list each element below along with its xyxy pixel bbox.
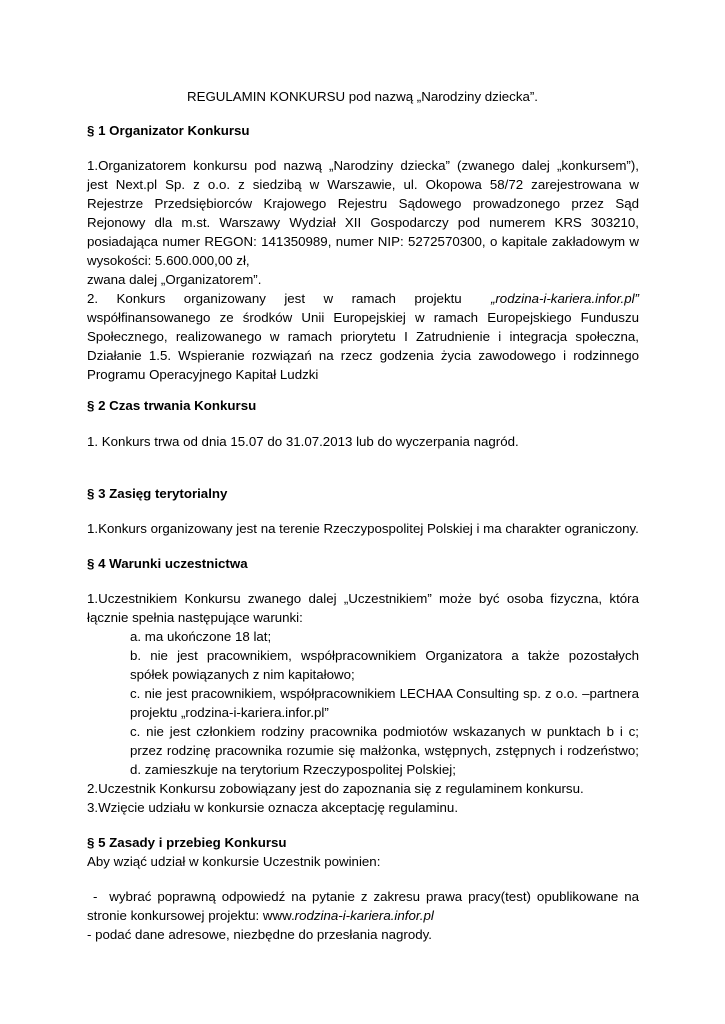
section-4-paragraph-2: 2.Uczestnik Konkursu zobowiązany jest do zapoznania się z regulaminem konkursu. <box>87 781 584 796</box>
section-5-bullet-2: - podać dane adresowe, niezbędne do przesłania nagrody. <box>87 927 432 942</box>
section-1-paragraph-2-line: Programu Operacyjnego Kapitał Ludzki <box>87 367 319 382</box>
section-2-paragraph: 1. Konkurs trwa od dnia 15.07 do 31.07.2013 lub do wyczerpania nagród. <box>87 434 519 449</box>
condition-item: a. ma ukończone 18 lat; <box>130 629 272 644</box>
condition-item: przez rodzinę pracownika rozumie się małżonka, wstępnych, zstępnych i rodzeństwo; <box>130 743 639 758</box>
section-5-bullet-1-line-1: - wybrać poprawną odpowiedź na pytanie z zakresu prawa pracy(test) opublikowane na <box>87 889 639 904</box>
section-4-intro-line: łącznie spełnia następujące warunki: <box>87 610 303 625</box>
paragraph-2-text: 2. Konkurs organizowany jest w ramach projektu <box>87 291 462 306</box>
section-2-heading: § 2 Czas trwania Konkursu <box>87 398 257 413</box>
section-1-paragraph-1-line: Rejonowy dla m.st. Warszawy Wydział XII Gospodarczy pod numerem KRS 303210, <box>87 215 639 230</box>
section-1-paragraph-1-line: zwana dalej „Organizatorem”. <box>87 272 262 287</box>
condition-item: projektu „rodzina-i-kariera.infor.pl” <box>130 705 329 720</box>
section-1-paragraph-2-line: współfinansowanego ze środków Unii Europejskiej w ramach Europejskiego Funduszu <box>87 310 639 325</box>
section-1-paragraph-2-line <box>87 290 639 308</box>
bullet-1-text: stronie konkursowej projektu: www. <box>87 908 295 923</box>
section-5-bullet-1-line-2 <box>87 907 639 925</box>
section-5-heading: § 5 Zasady i przebieg Konkursu <box>87 835 287 850</box>
condition-item: b. nie jest pracownikiem, współpracownikiem Organizatora a także pozostałych <box>130 648 639 663</box>
section-1-paragraph-1-line: Rejestrze Przedsiębiorców Krajowego Rejestru Sądowego prowadzonego przez Sąd <box>87 196 639 211</box>
section-5-intro: Aby wziąć udział w konkursie Uczestnik powinien: <box>87 854 381 869</box>
section-1-paragraph-2-line: Działanie 1.5. Wspieranie rozwiązań na rzecz godzenia życia zawodowego i rodzinnego <box>87 348 639 363</box>
document-title: REGULAMIN KONKURSU pod nazwą „Narodziny dziecka”. <box>186 89 538 104</box>
section-1-paragraph-1-line: posiadająca numer REGON: 141350989, numer NIP: 5272570300, o kapitale zakładowym w <box>87 234 639 249</box>
condition-item: spółek powiązanych z nim kapitałowo; <box>130 667 355 682</box>
section-1-paragraph-2-line: Społecznego, realizowanego w ramach priorytetu I Zatrudnienie i integracja społeczna, <box>87 329 639 344</box>
condition-item: c. nie jest członkiem rodziny pracownika podmiotów wskazanych w punktach b i c; <box>130 724 639 739</box>
section-1-paragraph-1-line: 1.Organizatorem konkursu pod nazwą „Narodziny dziecka” (zwanego dalej „konkursem”), <box>87 158 639 173</box>
section-4-intro-line: 1.Uczestnikiem Konkursu zwanego dalej „Uczestnikiem” może być osoba fizyczna, która <box>87 591 639 606</box>
project-link[interactable]: „rodzina-i-kariera.infor.pl” <box>490 291 639 306</box>
section-1-paragraph-1-line: jest Next.pl Sp. z o.o. z siedzibą w Warszawie, ul. Okopowa 58/72 zarejestrowana w <box>87 177 639 192</box>
section-4-paragraph-3: 3.Wzięcie udziału w konkursie oznacza akceptację regulaminu. <box>87 800 459 815</box>
section-3-heading: § 3 Zasięg terytorialny <box>87 486 228 501</box>
project-website-link[interactable]: rodzina-i-kariera.infor.pl <box>294 908 434 923</box>
section-4-heading: § 4 Warunki uczestnictwa <box>87 556 248 571</box>
condition-item: d. zamieszkuje na terytorium Rzeczypospolitej Polskiej; <box>130 762 456 777</box>
section-1-paragraph-1-line: wysokości: 5.600.000,00 zł, <box>87 253 250 268</box>
condition-item: c. nie jest pracownikiem, współpracownikiem LECHAA Consulting sp. z o.o. –partnera <box>130 686 639 701</box>
section-1-heading: § 1 Organizator Konkursu <box>87 123 250 138</box>
section-3-paragraph: 1.Konkurs organizowany jest na terenie Rzeczypospolitej Polskiej i ma charakter ograniczony. <box>87 521 639 536</box>
